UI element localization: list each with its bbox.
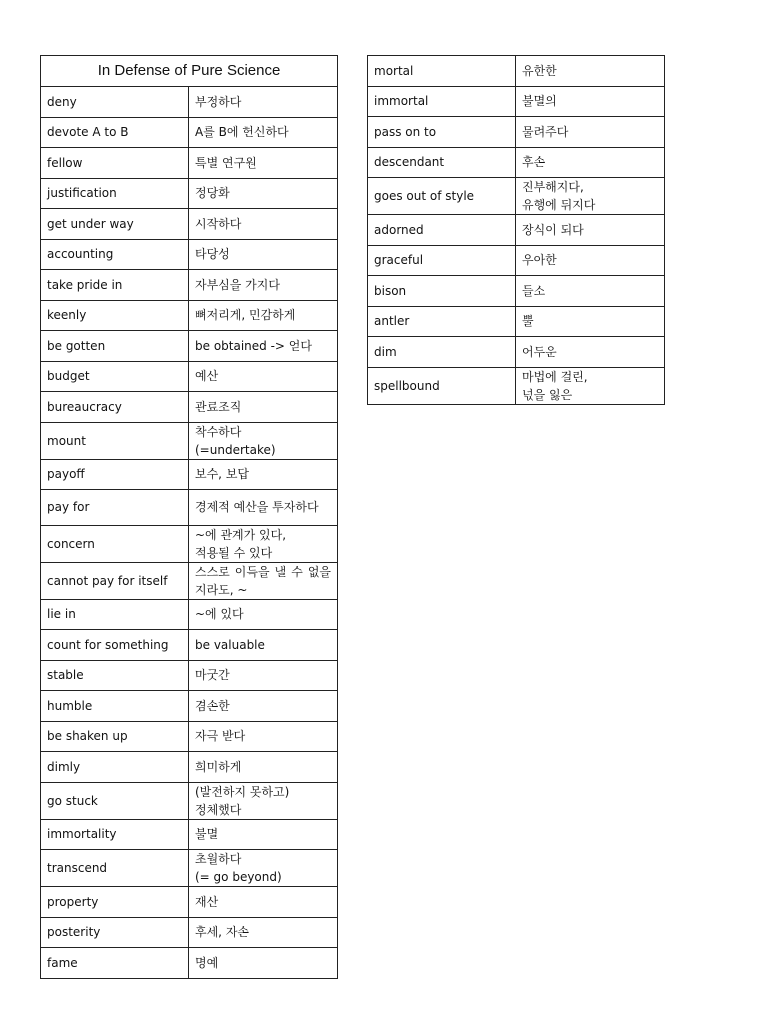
term-cell: concern <box>41 525 189 562</box>
meaning-cell: 겸손한 <box>189 691 338 722</box>
meaning-cell: 정당화 <box>189 178 338 209</box>
term-cell: pass on to <box>368 117 516 148</box>
meaning-cell: 자극 받다 <box>189 721 338 752</box>
meaning-cell: (발전하지 못하고) 정체했다 <box>189 782 338 819</box>
table-row <box>41 819 338 850</box>
table-row <box>41 660 338 691</box>
term-cell: immortal <box>368 86 516 117</box>
term-cell: go stuck <box>41 782 189 819</box>
term-cell: justification <box>41 178 189 209</box>
term-cell: graceful <box>368 245 516 276</box>
table-row <box>41 117 338 148</box>
table-row <box>368 306 665 337</box>
table-row <box>41 599 338 630</box>
meaning-cell: 경제적 예산을 투자하다 <box>189 490 338 526</box>
meaning-cell: A를 B에 헌신하다 <box>189 117 338 148</box>
table-row <box>368 56 665 87</box>
table-row <box>368 367 665 404</box>
term-cell: be shaken up <box>41 721 189 752</box>
meaning-cell: 후세, 자손 <box>189 917 338 948</box>
term-cell: deny <box>41 87 189 118</box>
table-row <box>368 147 665 178</box>
term-cell: antler <box>368 306 516 337</box>
table-row <box>41 917 338 948</box>
meaning-cell: 불멸 <box>189 819 338 850</box>
table-row <box>41 752 338 783</box>
term-cell: devote A to B <box>41 117 189 148</box>
table-row <box>368 178 665 215</box>
table-row <box>41 209 338 240</box>
term-cell: bureaucracy <box>41 392 189 423</box>
table-row <box>41 239 338 270</box>
table-row <box>41 525 338 562</box>
table-row <box>41 87 338 118</box>
meaning-cell: 보수, 보답 <box>189 459 338 490</box>
meaning-cell: 시작하다 <box>189 209 338 240</box>
table-row <box>368 337 665 368</box>
table-row <box>41 178 338 209</box>
term-cell: stable <box>41 660 189 691</box>
term-cell: immortality <box>41 819 189 850</box>
table-row <box>41 300 338 331</box>
meaning-cell: ~에 있다 <box>189 599 338 630</box>
table-row <box>368 86 665 117</box>
meaning-cell: be obtained -> 얻다 <box>189 331 338 362</box>
meaning-cell: 불멸의 <box>516 86 665 117</box>
term-cell: bison <box>368 276 516 307</box>
term-cell: payoff <box>41 459 189 490</box>
meaning-cell: 특별 연구원 <box>189 148 338 179</box>
table-row <box>41 331 338 362</box>
term-cell: dimly <box>41 752 189 783</box>
table-row <box>41 782 338 819</box>
term-cell: mount <box>41 422 189 459</box>
term-cell: mortal <box>368 56 516 87</box>
meaning-cell: 자부심을 가지다 <box>189 270 338 301</box>
term-cell: dim <box>368 337 516 368</box>
meaning-cell: ~에 관계가 있다, 적용될 수 있다 <box>189 525 338 562</box>
meaning-cell: 관료조직 <box>189 392 338 423</box>
term-cell: be gotten <box>41 331 189 362</box>
table-row <box>41 562 338 599</box>
table-row <box>41 422 338 459</box>
term-cell: get under way <box>41 209 189 240</box>
meaning-cell: 장식이 되다 <box>516 215 665 246</box>
term-cell: humble <box>41 691 189 722</box>
meaning-cell: 진부해지다, 유행에 뒤지다 <box>516 178 665 215</box>
term-cell: keenly <box>41 300 189 331</box>
meaning-cell: 초월하다 (= go beyond) <box>189 850 338 887</box>
meaning-cell: 재산 <box>189 887 338 918</box>
term-cell: spellbound <box>368 367 516 404</box>
term-cell: property <box>41 887 189 918</box>
meaning-cell: 우아한 <box>516 245 665 276</box>
table-row <box>368 117 665 148</box>
term-cell: lie in <box>41 599 189 630</box>
table-row <box>41 721 338 752</box>
meaning-cell: 부정하다 <box>189 87 338 118</box>
term-cell: descendant <box>368 147 516 178</box>
meaning-cell: 타당성 <box>189 239 338 270</box>
table-row <box>41 630 338 661</box>
meaning-cell: 뼈저리게, 민감하게 <box>189 300 338 331</box>
title-row <box>41 56 338 87</box>
table-row <box>41 691 338 722</box>
term-cell: cannot pay for itself <box>41 562 189 599</box>
term-cell: count for something <box>41 630 189 661</box>
vocab-table-right <box>367 55 665 405</box>
meaning-cell: 마굿간 <box>189 660 338 691</box>
term-cell: pay for <box>41 490 189 526</box>
meaning-cell: 어두운 <box>516 337 665 368</box>
table-row <box>41 948 338 979</box>
meaning-cell: 착수하다 (=undertake) <box>189 422 338 459</box>
term-cell: accounting <box>41 239 189 270</box>
table-row <box>41 392 338 423</box>
meaning-cell: 스스로 이득을 낼 수 없을지라도, ~ <box>189 562 338 599</box>
term-cell: fame <box>41 948 189 979</box>
vocab-table-left <box>40 55 338 979</box>
table-row <box>41 490 338 526</box>
table-row <box>41 361 338 392</box>
meaning-cell: 뿔 <box>516 306 665 337</box>
table-row <box>41 270 338 301</box>
term-cell: fellow <box>41 148 189 179</box>
term-cell: transcend <box>41 850 189 887</box>
meaning-cell: be valuable <box>189 630 338 661</box>
term-cell: posterity <box>41 917 189 948</box>
meaning-cell: 유한한 <box>516 56 665 87</box>
table-row <box>41 850 338 887</box>
term-cell: budget <box>41 361 189 392</box>
table-row <box>41 459 338 490</box>
page-title: In Defense of Pure Science <box>41 56 338 87</box>
meaning-cell: 명예 <box>189 948 338 979</box>
meaning-cell: 후손 <box>516 147 665 178</box>
meaning-cell: 예산 <box>189 361 338 392</box>
table-row <box>368 276 665 307</box>
meaning-cell: 희미하게 <box>189 752 338 783</box>
table-row <box>368 245 665 276</box>
table-row <box>41 887 338 918</box>
term-cell: goes out of style <box>368 178 516 215</box>
term-cell: take pride in <box>41 270 189 301</box>
table-row <box>368 215 665 246</box>
term-cell: adorned <box>368 215 516 246</box>
table-row <box>41 148 338 179</box>
meaning-cell: 들소 <box>516 276 665 307</box>
meaning-cell: 물려주다 <box>516 117 665 148</box>
meaning-cell: 마법에 걸린, 넋을 잃은 <box>516 367 665 404</box>
